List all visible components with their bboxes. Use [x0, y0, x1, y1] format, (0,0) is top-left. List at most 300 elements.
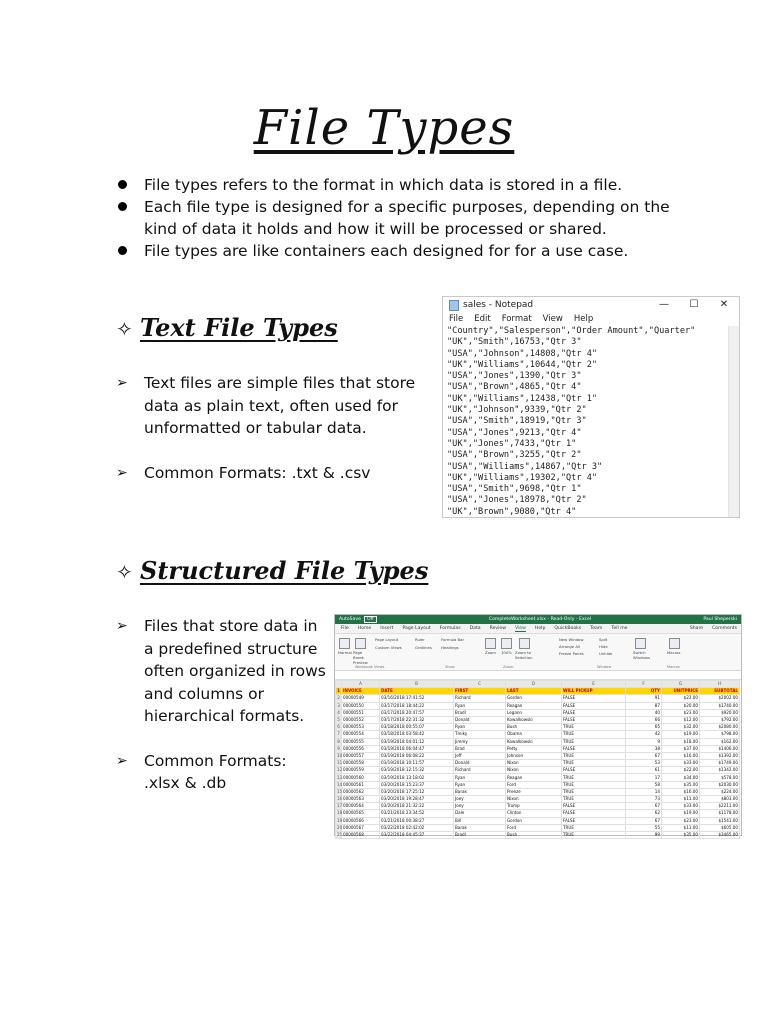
excel-file-title: CompleteWorksheet.xlsx - Read-Only - Excel [488, 617, 592, 622]
grid-cell: Ryan [454, 774, 506, 781]
ribbon-label: Page Break Preview [353, 650, 368, 665]
row-number: 1 [337, 688, 340, 694]
notepad-text-line: "USA","Johnson",14808,"Qtr 4" [447, 348, 598, 359]
notepad-scrollbar [728, 326, 739, 517]
grid-cell: $803.00 [700, 796, 740, 803]
grid-cell: Reagan [506, 774, 562, 781]
grid-cell: $22.00 [662, 695, 700, 702]
grid-cell: TRUE [562, 781, 626, 788]
grid-cell: Donald [454, 760, 506, 767]
notepad-text-line: "UK","Jones",7433,"Qtr 1" [447, 438, 577, 449]
arrowhead-icon: ➢ [116, 618, 128, 634]
grid-cell: Nixon [506, 796, 562, 803]
share-action: Share [689, 626, 704, 631]
grid-cell: $34.00 [662, 774, 700, 781]
grid-cell: $1541.00 [700, 817, 740, 824]
grid-cell: TRUE [562, 796, 626, 803]
row-number: 20 [337, 824, 343, 830]
grid-cell: $162.00 [700, 738, 740, 745]
grid-cell: 67 [626, 803, 662, 810]
grid-cell: $11.00 [662, 796, 700, 803]
grid-cell: UNITPRICE [662, 688, 700, 695]
grid-cell: Trump [506, 803, 562, 810]
grid-cell: 03/17/2018 22:31:32 [380, 716, 454, 723]
arrowhead-icon: ➢ [116, 375, 128, 391]
ribbon-tab: Team [590, 626, 603, 631]
grid-cell: FALSE [562, 767, 626, 774]
notepad-text-line: "UK","Smith",16753,"Qtr 3" [447, 337, 582, 348]
table-row [336, 788, 740, 795]
grid-cell: Joey [454, 796, 506, 803]
ribbon-label: Normal [338, 650, 352, 655]
notepad-text-area [443, 326, 739, 518]
grid-cell: Barak [454, 824, 506, 831]
table-row [336, 781, 740, 788]
grid-cell: 00000565 [342, 810, 380, 817]
grid-cell: FALSE [562, 817, 626, 824]
table-row [336, 796, 740, 803]
arrowhead-icon: ➢ [116, 752, 128, 769]
grid-cell: TRUE [562, 752, 626, 759]
table-row [336, 716, 740, 723]
grid-cell: $19.00 [662, 810, 700, 817]
grid-cell: Bush [506, 831, 562, 838]
row-number: 15 [337, 788, 343, 794]
grid-cell: 00000549 [342, 695, 380, 702]
excel-titlebar [335, 615, 741, 624]
notepad-text-line: "USA","Brown",3255,"Qtr 2" [447, 450, 582, 461]
grid-cell: $37.00 [662, 745, 700, 752]
ribbon-group-label: Window [597, 665, 612, 669]
column-letter-row [336, 681, 740, 688]
ribbon-label: Zoom [485, 650, 496, 655]
grid-cell: $1749.00 [700, 760, 740, 767]
table-row [336, 745, 740, 752]
grid-cell: 00000560 [342, 774, 380, 781]
ribbon-tab: File [341, 626, 349, 631]
grid-cell: Bradl [454, 831, 506, 838]
normal-view-icon [339, 638, 350, 649]
table-row [336, 702, 740, 709]
notepad-menu-bar [443, 313, 739, 326]
grid-cell: $798.00 [700, 731, 740, 738]
table-row [336, 817, 740, 824]
row-number: 10 [337, 752, 343, 758]
intro-bullet: Each file type is designed for a specific purposes, depending on the kind of data it holds and how it will be processed or shared. [116, 196, 676, 240]
grid-cell: FALSE [562, 745, 626, 752]
grid-cell: FALSE [562, 695, 626, 702]
grid-cell: $18.00 [662, 738, 700, 745]
grid-cell: 03/20/2018 21:32:22 [380, 803, 454, 810]
comments-action: Comments [712, 626, 737, 631]
row-number: 17 [337, 803, 343, 809]
ribbon-label: Split [599, 637, 608, 642]
grid-cell: 03/18/2018 00:55:07 [380, 724, 454, 731]
grid-cell: 99 [626, 831, 662, 838]
minimize-icon: — [659, 299, 669, 310]
grid-cell: 03/20/2018 15:23:37 [380, 781, 454, 788]
grid-cell: Joey [454, 803, 506, 810]
ribbon-label: Headings [441, 645, 459, 650]
structured-section-heading-row [116, 556, 428, 585]
macros-icon [669, 638, 680, 649]
grid-cell: $35.00 [662, 781, 700, 788]
grid-cell: Tmiky [454, 731, 506, 738]
grid-cell: $23.00 [662, 709, 700, 716]
excel-grid [335, 680, 740, 839]
zoom-selection-icon [519, 638, 530, 649]
notepad-titlebar [443, 297, 739, 313]
ribbon-label: Arrange All [559, 644, 581, 649]
grid-cell: $32.00 [662, 724, 700, 731]
grid-cell: TRUE [562, 724, 626, 731]
ribbon-label: Ruler [415, 637, 425, 642]
grid-cell: INVOICE [342, 688, 380, 695]
row-number: 7 [337, 731, 340, 737]
ribbon-label: Formula Bar [441, 637, 465, 642]
grid-cell: 00000551 [342, 709, 380, 716]
grid-cell: B [380, 681, 454, 688]
notepad-text-line: "USA","Williams",14867,"Qtr 3" [447, 461, 603, 472]
notepad-text-line: "USA","Jones",18978,"Qtr 2" [447, 495, 587, 506]
grid-cell: Ryan [454, 702, 506, 709]
row-number: 3 [337, 702, 340, 708]
ribbon-label: Unhide [599, 651, 613, 656]
structured-section-heading: Structured File Types [140, 556, 429, 585]
notepad-screenshot [442, 296, 740, 518]
grid-cell: $11.00 [662, 824, 700, 831]
row-number: 21 [337, 832, 343, 838]
grid-cell: 42 [626, 731, 662, 738]
zoom-100-icon [501, 638, 512, 649]
grid-cell: Ryan [454, 781, 506, 788]
row-number: 2 [337, 695, 340, 701]
ribbon-tab: Data [469, 626, 481, 631]
row-number: 16 [337, 796, 343, 802]
grid-cell: Preeze [506, 788, 562, 795]
notepad-menu-item: Help [573, 314, 594, 324]
text-section-point: ➢ Text files are simple files that store data as plain text, often used for unformatted or tabular data. [116, 374, 416, 437]
text-section-heading-row [116, 313, 338, 342]
grid-cell: $920.00 [700, 709, 740, 716]
ribbon-group-label: Workbook Views [355, 665, 385, 669]
grid-cell: $35.00 [662, 831, 700, 838]
grid-cell: 03/19/2018 10:11:57 [380, 760, 454, 767]
table-row [336, 824, 740, 831]
grid-cell: Legann [506, 709, 562, 716]
notepad-menu-item: Format [501, 314, 532, 324]
grid-cell: 03/22/2018 04:45:37 [380, 831, 454, 838]
grid-cell: 14 [626, 788, 662, 795]
grid-cell: A [342, 681, 380, 688]
grid-cell: 00000558 [342, 760, 380, 767]
row-number: 13 [337, 774, 343, 780]
grid-cell: SUBTOTAL [700, 688, 740, 695]
grid-cell: 00000556 [342, 745, 380, 752]
notepad-text-line: "UK","Brown",9080,"Qtr 4" [447, 506, 577, 517]
notepad-menu-item: Edit [474, 314, 491, 324]
excel-user: Paul Sheperski [703, 617, 737, 622]
grid-cell: $2030.00 [700, 781, 740, 788]
grid-cell: $1342.00 [700, 767, 740, 774]
intro-bullet: File types refers to the format in which data is stored in a file. [116, 174, 676, 196]
grid-cell: 00000561 [342, 781, 380, 788]
notepad-text-line: "USA","Jones",9213,"Qtr 4" [447, 427, 582, 438]
ribbon-label: Macros [667, 650, 681, 655]
grid-cell: 87 [626, 702, 662, 709]
grid-cell: 00000555 [342, 738, 380, 745]
grid-cell: 17 [626, 774, 662, 781]
ribbon-tab: Review [489, 626, 506, 631]
grid-cell: Kowalkowski [506, 716, 562, 723]
grid-cell: TRUE [562, 774, 626, 781]
grid-cell: $33.00 [662, 803, 700, 810]
close-icon: ✕ [719, 299, 729, 310]
row-number: 4 [337, 709, 340, 715]
ribbon-tab: Tell me [611, 626, 628, 631]
grid-cell: Jeff [454, 752, 506, 759]
grid-cell: $605.00 [700, 824, 740, 831]
notepad-text-line: "USA","Brown",4865,"Qtr 4" [447, 382, 582, 393]
notepad-text-line: "UK","Williams",12438,"Qtr 1" [447, 393, 598, 404]
arrowhead-icon: ➢ [116, 464, 128, 481]
grid-cell: TRUE [562, 738, 626, 745]
grid-cell: E [562, 681, 626, 688]
grid-cell: 00000562 [342, 788, 380, 795]
ribbon-label: Zoom to Selection [515, 650, 533, 660]
switch-windows-icon [635, 638, 646, 649]
grid-cell: 53 [626, 760, 662, 767]
row-number: 19 [337, 817, 343, 823]
grid-cell: 67 [626, 817, 662, 824]
notepad-window-title: sales - Notepad [463, 300, 534, 310]
grid-cell: F [626, 681, 662, 688]
page-title: File Types [253, 100, 515, 156]
excel-screenshot [334, 614, 742, 836]
page-break-icon [355, 638, 366, 649]
grid-cell: Bush [506, 724, 562, 731]
ribbon-label: 100% [501, 650, 512, 655]
notepad-app-icon [449, 300, 459, 311]
grid-cell: Bill [454, 817, 506, 824]
grid-cell: 00000568 [342, 831, 380, 838]
grid-cell: FALSE [562, 810, 626, 817]
grid-cell: Jimmy [454, 738, 506, 745]
structured-section-points [116, 615, 328, 795]
ribbon-label: Custom Views [375, 645, 402, 650]
grid-cell: FALSE [562, 702, 626, 709]
ribbon-tab: Formulas [439, 626, 461, 631]
grid-cell: QTY [626, 688, 662, 695]
grid-cell: TRUE [562, 824, 626, 831]
notepad-text-line: "USA","Smith",18919,"Qtr 3" [447, 416, 587, 427]
grid-cell: Gordon [506, 817, 562, 824]
grid-cell: Richard [454, 695, 506, 702]
grid-cell: 00000550 [342, 702, 380, 709]
ribbon-group-label: Show [445, 665, 455, 669]
intro-bullet: File types are like containers each designed for for a use case. [116, 240, 676, 262]
text-section-points [116, 372, 426, 484]
grid-cell: 00000557 [342, 752, 380, 759]
grid-cell: $12.00 [662, 716, 700, 723]
text-section-point: ➢ Common Formats: .txt & .csv [116, 462, 426, 485]
grid-cell: Richard [454, 767, 506, 774]
table-row [336, 724, 740, 731]
notepad-text-line: "USA","Jones",1390,"Qtr 3" [447, 371, 582, 382]
ribbon-label: Gridlines [415, 645, 432, 650]
structured-section-point: ➢ Common Formats: .xlsx & .db [116, 751, 287, 792]
header-row [336, 688, 740, 695]
grid-cell: $20.00 [662, 702, 700, 709]
grid-cell: 00000567 [342, 824, 380, 831]
notepad-text-line: "Country","Salesperson","Order Amount","Quarter" [447, 326, 696, 336]
grid-cell: Gordon [506, 695, 562, 702]
excel-ribbon-tabs [335, 624, 741, 634]
grid-cell: Ford [506, 781, 562, 788]
table-row [336, 810, 740, 817]
grid-cell: $224.00 [700, 788, 740, 795]
grid-cell: $16.00 [662, 788, 700, 795]
grid-cell: D [506, 681, 562, 688]
ribbon-label: Freeze Panes [559, 651, 584, 656]
grid-cell: Dale [454, 810, 506, 817]
grid-cell: WILL PICKUP [562, 688, 626, 695]
grid-cell: 03/21/2018 23:34:52 [380, 810, 454, 817]
grid-cell: 55 [626, 824, 662, 831]
grid-cell: 65 [626, 724, 662, 731]
text-section-heading: Text File Types [140, 313, 338, 342]
grid-cell: 38 [626, 745, 662, 752]
grid-cell: Ryan [454, 724, 506, 731]
grid-cell: 58 [626, 781, 662, 788]
grid-cell: 03/22/2018 02:42:02 [380, 824, 454, 831]
row-number: 11 [337, 760, 343, 766]
grid-cell: 00000553 [342, 724, 380, 731]
grid-cell: Clinton [506, 810, 562, 817]
four-point-star-icon: ✧ [116, 317, 133, 341]
row-number: 8 [337, 738, 340, 744]
grid-cell: Nixon [506, 767, 562, 774]
row-number: 5 [337, 717, 340, 723]
grid-cell: Johnson [506, 752, 562, 759]
table-row [336, 695, 740, 702]
autosave-state: Off [364, 616, 377, 623]
notepad-text-line: "UK","Williams",10644,"Qtr 2" [447, 359, 598, 370]
grid-cell: 00000566 [342, 817, 380, 824]
grid-cell: 66 [626, 716, 662, 723]
grid-cell: $23.00 [662, 817, 700, 824]
grid-cell: 62 [626, 810, 662, 817]
grid-cell: H [700, 681, 740, 688]
grid-cell: $1178.00 [700, 810, 740, 817]
grid-cell: $1406.00 [700, 745, 740, 752]
grid-cell: FALSE [562, 716, 626, 723]
grid-cell: 03/19/2018 06:08:22 [380, 752, 454, 759]
grid-cell: Barak [454, 788, 506, 795]
grid-cell: 67 [626, 752, 662, 759]
row-number: 12 [337, 767, 343, 773]
ribbon-tab: Page Layout [402, 626, 431, 631]
grid-cell: TRUE [562, 760, 626, 767]
table-row [336, 803, 740, 810]
grid-cell: 03/17/2018 20:47:57 [380, 709, 454, 716]
grid-cell: C [454, 681, 506, 688]
grid-cell: 03/21/2018 00:38:27 [380, 817, 454, 824]
grid-cell: $22.00 [662, 767, 700, 774]
grid-cell: 03/20/2018 17:25:12 [380, 788, 454, 795]
grid-cell: 03/20/2018 19:28:47 [380, 796, 454, 803]
grid-cell: $33.00 [662, 760, 700, 767]
grid-cell: $2211.00 [700, 803, 740, 810]
grid-cell: $1392.00 [700, 752, 740, 759]
grid-cell: FALSE [562, 803, 626, 810]
grid-cell: Reagan [506, 702, 562, 709]
grid-cell: $16.00 [662, 752, 700, 759]
table-row [336, 731, 740, 738]
grid-cell: TRUE [562, 731, 626, 738]
grid-cell: G [662, 681, 700, 688]
grid-cell: 03/19/2018 12:15:32 [380, 767, 454, 774]
grid-cell: TRUE [562, 831, 626, 838]
row-number: 18 [337, 810, 343, 816]
grid-cell: Ford [506, 824, 562, 831]
ribbon-label: Hide [599, 644, 608, 649]
ribbon-label: New Window [559, 637, 584, 642]
grid-cell: $1740.00 [700, 702, 740, 709]
table-row [336, 760, 740, 767]
grid-cell: 00000552 [342, 716, 380, 723]
grid-cell: 03/19/2018 04:01:12 [380, 738, 454, 745]
notepad-menu-item: File [449, 314, 464, 324]
grid-cell: 00000554 [342, 731, 380, 738]
grid-cell: $3465.00 [700, 831, 740, 838]
grid-cell: Petty [506, 745, 562, 752]
grid-cell: 03/16/2018 17:41:52 [380, 695, 454, 702]
grid-cell: TRUE [562, 788, 626, 795]
table-row [336, 738, 740, 745]
table-row [336, 774, 740, 781]
grid-cell: 73 [626, 796, 662, 803]
grid-cell: FALSE [562, 709, 626, 716]
ribbon-label: Switch Windows [633, 650, 650, 660]
grid-cell: Brad [454, 745, 506, 752]
ribbon-group-label: Macros [667, 665, 680, 669]
ribbon-label: Page Layout [375, 637, 399, 642]
grid-cell: Donald [454, 716, 506, 723]
grid-cell: 03/18/2018 03:58:42 [380, 731, 454, 738]
intro-bullet-list [116, 174, 676, 262]
grid-cell: $2080.00 [700, 724, 740, 731]
grid-cell: 61 [626, 767, 662, 774]
table-row [336, 709, 740, 716]
zoom-icon [485, 638, 496, 649]
grid-cell: $792.00 [700, 716, 740, 723]
grid-cell: $578.00 [700, 774, 740, 781]
row-number: 14 [337, 781, 343, 787]
grid-cell: $19.00 [662, 731, 700, 738]
table-row [336, 767, 740, 774]
grid-cell: Obama [506, 731, 562, 738]
grid-cell: $2002.00 [700, 695, 740, 702]
ribbon-tab: Insert [380, 626, 394, 631]
excel-formula-bar [335, 671, 741, 680]
grid-cell: Nixon [506, 760, 562, 767]
row-number: 9 [337, 745, 340, 751]
ribbon-group-label: Zoom [503, 665, 514, 669]
grid-cell: LAST [506, 688, 562, 695]
autosave-label: AutoSave [339, 617, 361, 622]
notepad-text-line: "USA","Smith",9698,"Qtr 1" [447, 484, 582, 495]
